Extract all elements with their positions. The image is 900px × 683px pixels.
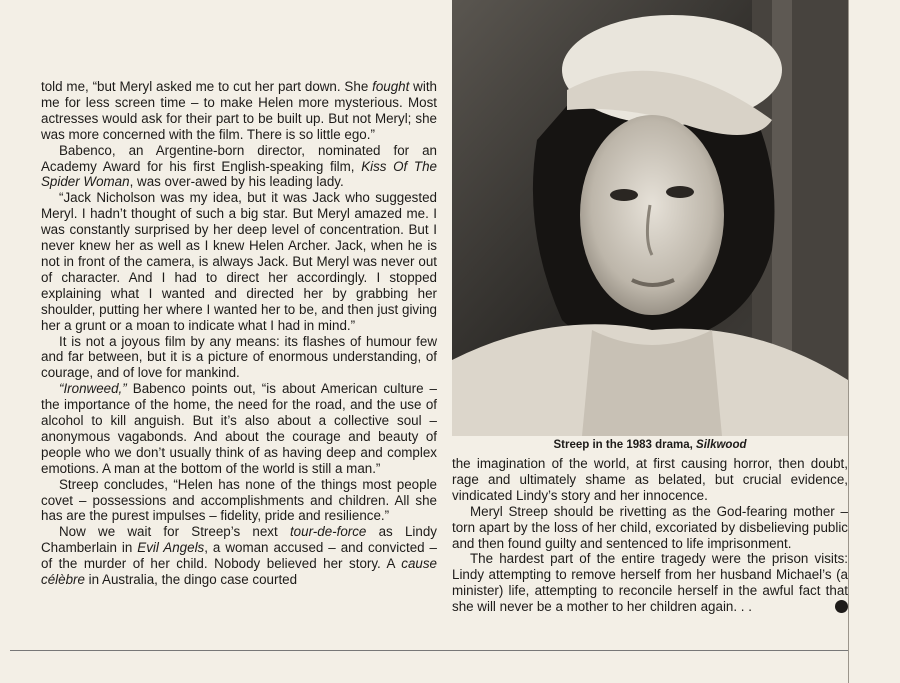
film-title: “Ironweed,” (59, 381, 127, 397)
right-text-column (452, 456, 848, 615)
emphasis: cause célèbre (41, 556, 437, 588)
paragraph: Babenco, an Argentine-born director, nominated for an Academy Award for his first English-speaking film, Kiss Of The Spider Woman, was over-awed by his leading lady. (41, 142, 437, 190)
film-title: Silkwood (696, 439, 747, 451)
paragraph: told me, “but Meryl asked me to cut her part down. She fought with me for less screen time – to make Helen more mysterious. Most actresses would ask for their part to be built up. But not Meryl; she was more concerned with the film. There is so little ego.” (41, 79, 437, 142)
page-edge-divider (848, 0, 849, 683)
left-text-column (41, 79, 437, 588)
bottom-divider (10, 650, 848, 651)
paragraph: It is not a joyous film by any means: its flashes of humour few and far between, but it is a picture of enormous understanding, of courage, and of love for mankind. (41, 333, 437, 381)
film-title: Evil Angels (137, 540, 205, 556)
paragraph: Now we wait for Streep’s next tour-de-force as Lindy Chamberlain in Evil Angels, a woman accused – and convicted – of the murder of her child. Nobody believed her story. A cause célèbre in Australia, the dingo case courted (41, 524, 437, 588)
photo-illustration (452, 0, 848, 436)
portrait-photo (452, 0, 848, 436)
end-mark-icon (835, 600, 848, 613)
photo-caption: Streep in the 1983 drama, Silkwood (553, 439, 747, 451)
paragraph: the imagination of the world, at first causing horror, then doubt, rage and ultimately shame as belated, but crucial evidence, vindicated Lindy’s story and her innocence. (452, 456, 848, 503)
film-title: Kiss Of The Spider Woman (41, 158, 437, 190)
paragraph: “Jack Nicholson was my idea, but it was Jack who suggested Meryl. I hadn’t thought of such a big star. But Meryl amazed me. I was constantly surprised by her deep level of concentration. But I never knew her as well as I knew Helen Archer. Jack, when he is not in front of the camera, is always Jack. But Meryl was never out of character. And I had to direct her accordingly. I stopped explaining what I wanted and directed her by grabbing her shoulder, putting her where I wanted her to be, and then just giving her a grunt or a moan to indicate what I had in mind.” (41, 190, 437, 333)
paragraph: The hardest part of the entire tragedy were the prison visits: Lindy attempting to remove herself from her husband Michael’s (a minister) life, attempting to reconcile herself in the awful fact that she will never be a mother to her children again. . . (452, 551, 848, 615)
emphasis: fought (372, 79, 410, 94)
paragraph: “Ironweed,” Babenco points out, “is about American culture – the importance of the home, the need for the road, and the use of alcohol to kill anguish. But it’s also about a collective soul – anonymous vagabonds. And about the courage and beauty of people who we don’t usually think of as having deep and complex emotions. A man at the bottom of the world is still a man.” (41, 381, 437, 476)
paragraph: Streep concludes, “Helen has none of the things most people covet – possessions and accomplishments and children. All she has are the purest impulses – fidelity, pride and resilience.” (41, 476, 437, 524)
paragraph: Meryl Streep should be rivetting as the God-fearing mother – torn apart by the loss of her child, excoriated by disbelieving public and then found guilty and sentenced to life imprisonment. (452, 503, 848, 551)
emphasis: tour-de-force (289, 524, 367, 540)
